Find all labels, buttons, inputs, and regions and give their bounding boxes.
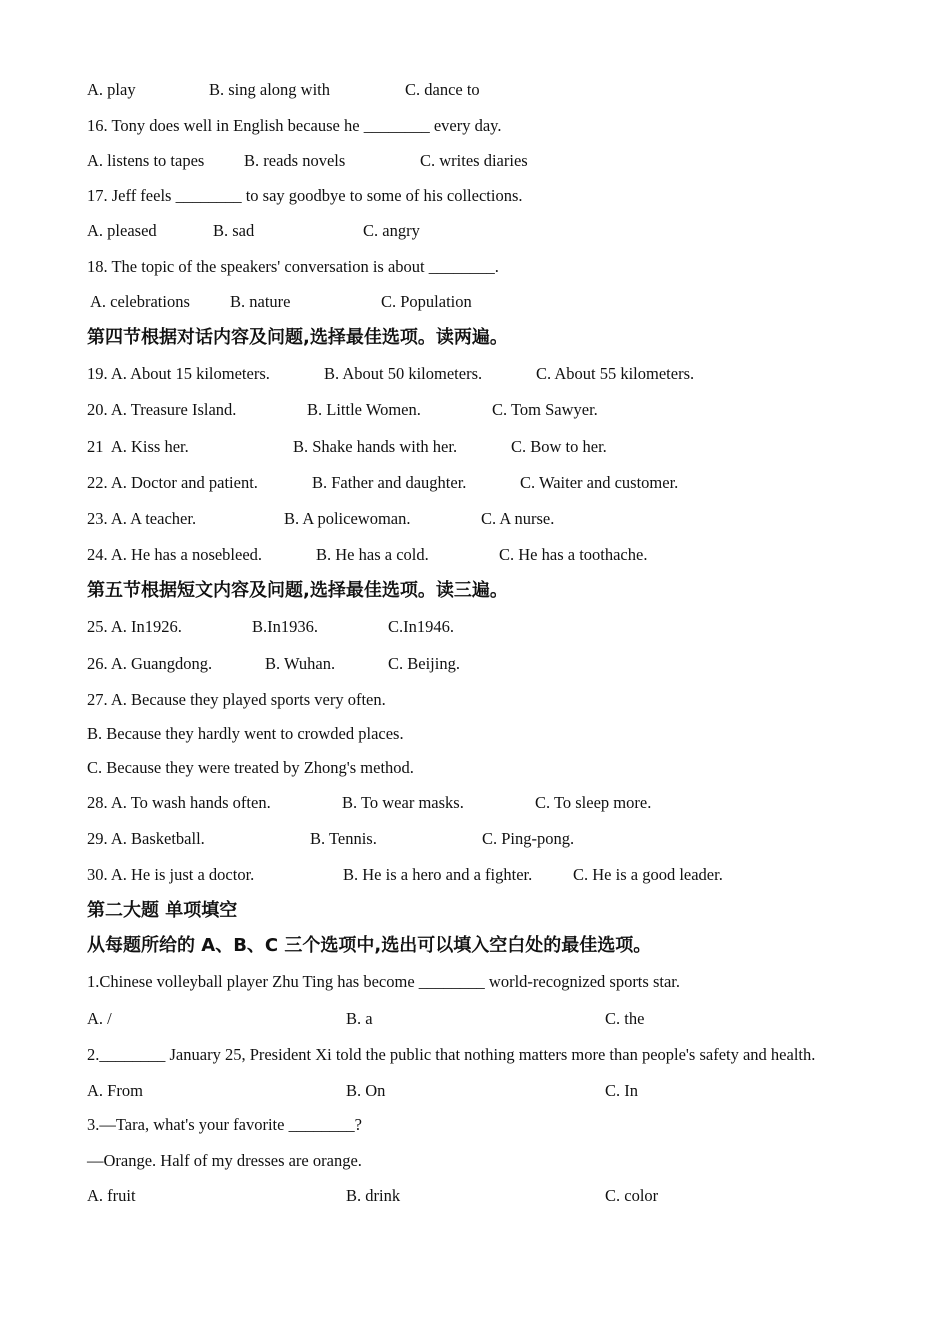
q17-option-c: C. angry [363,221,420,240]
q26-option-c: C. Beijing. [388,654,460,673]
q25-option-c: C.In1946. [388,617,454,636]
q23-option-c: C. A nurse. [481,509,555,528]
p2q1-option-a: A. / [87,1009,112,1028]
q19-option-a: 19. A. About 15 kilometers. [87,364,270,383]
q15-option-b: B. sing along with [209,80,331,99]
question-17: 17. Jeff feels ________ to say goodbye to some of his collections. [87,186,523,205]
q25-option-b: B.In1936. [252,617,318,636]
p2q3-option-a: A. fruit [87,1186,136,1205]
q20-option-c: C. Tom Sawyer. [492,400,598,419]
q18-option-c: C. Population [381,292,472,311]
q30-option-b: B. He is a hero and a fighter. [343,865,533,884]
q23-option-a: 23. A. A teacher. [87,509,197,528]
part2-question-2: 2.________ January 25, President Xi told the public that nothing matters more than people's safety and health. [87,1045,816,1064]
question-18: 18. The topic of the speakers' conversation is about ________. [87,257,499,276]
q15-option-c: C. dance to [405,80,480,99]
q21-option-c: C. Bow to her. [511,437,607,456]
q22-option-c: C. Waiter and customer. [520,473,679,492]
q27-option-b: B. Because they hardly went to crowded places. [87,724,404,743]
q20-option-a: 20. A. Treasure Island. [87,400,237,419]
q27-option-c: C. Because they were treated by Zhong's method. [87,758,414,777]
q24-option-b: B. He has a cold. [316,545,429,564]
q27-option-a: 27. A. Because they played sports very often. [87,690,386,709]
q29-option-c: C. Ping-pong. [482,829,575,848]
part2-question-1: 1.Chinese volleyball player Zhu Ting has become ________ world-recognized sports star. [87,972,680,991]
p2q2-option-a: A. From [87,1081,143,1100]
part-2-title: 第二大题 单项填空 [87,900,238,921]
q15-option-a: A. play [87,80,136,99]
section-4-heading: 第四节根据对话内容及问题,选择最佳选项。读两遍。 [87,327,508,348]
q22-option-b: B. Father and daughter. [312,473,467,492]
q30-option-a: 30. A. He is just a doctor. [87,865,255,884]
q16-option-c: C. writes diaries [420,151,528,170]
q26-option-a: 26. A. Guangdong. [87,654,213,673]
part-2-instruction: 从每题所给的 A、B、C 三个选项中,选出可以填入空白处的最佳选项。 [87,935,652,956]
q29-option-b: B. Tennis. [310,829,377,848]
q17-option-b: B. sad [213,221,255,240]
q24-option-c: C. He has a toothache. [499,545,648,564]
q26-option-b: B. Wuhan. [265,654,336,673]
q21-option-a: 21 A. Kiss her. [87,437,189,456]
q29-option-a: 29. A. Basketball. [87,829,205,848]
p2q3-option-b: B. drink [346,1186,401,1205]
q28-option-c: C. To sleep more. [535,793,652,812]
q18-option-b: B. nature [230,292,291,311]
q22-option-a: 22. A. Doctor and patient. [87,473,258,492]
p2q1-option-b: B. a [346,1009,373,1028]
q21-option-b: B. Shake hands with her. [293,437,458,456]
q19-option-b: B. About 50 kilometers. [324,364,483,383]
q23-option-b: B. A policewoman. [284,509,411,528]
q24-option-a: 24. A. He has a nosebleed. [87,545,263,564]
q16-option-a: A. listens to tapes [87,151,205,170]
q17-option-a: A. pleased [87,221,157,240]
part2-question-3-line-2: —Orange. Half of my dresses are orange. [87,1151,362,1170]
q25-option-a: 25. A. In1926. [87,617,182,636]
q20-option-b: B. Little Women. [307,400,421,419]
question-16: 16. Tony does well in English because he ________ every day. [87,116,502,135]
q18-option-a: A. celebrations [90,292,190,311]
p2q2-option-c: C. In [605,1081,638,1100]
q16-option-b: B. reads novels [244,151,346,170]
p2q1-option-c: C. the [605,1009,645,1028]
part2-question-3-line-1: 3.—Tara, what's your favorite ________? [87,1115,362,1134]
p2q2-option-b: B. On [346,1081,386,1100]
q28-option-b: B. To wear masks. [342,793,464,812]
p2q3-option-c: C. color [605,1186,659,1205]
q30-option-c: C. He is a good leader. [573,865,723,884]
q28-option-a: 28. A. To wash hands often. [87,793,271,812]
q19-option-c: C. About 55 kilometers. [536,364,695,383]
section-5-heading: 第五节根据短文内容及问题,选择最佳选项。读三遍。 [87,580,508,601]
